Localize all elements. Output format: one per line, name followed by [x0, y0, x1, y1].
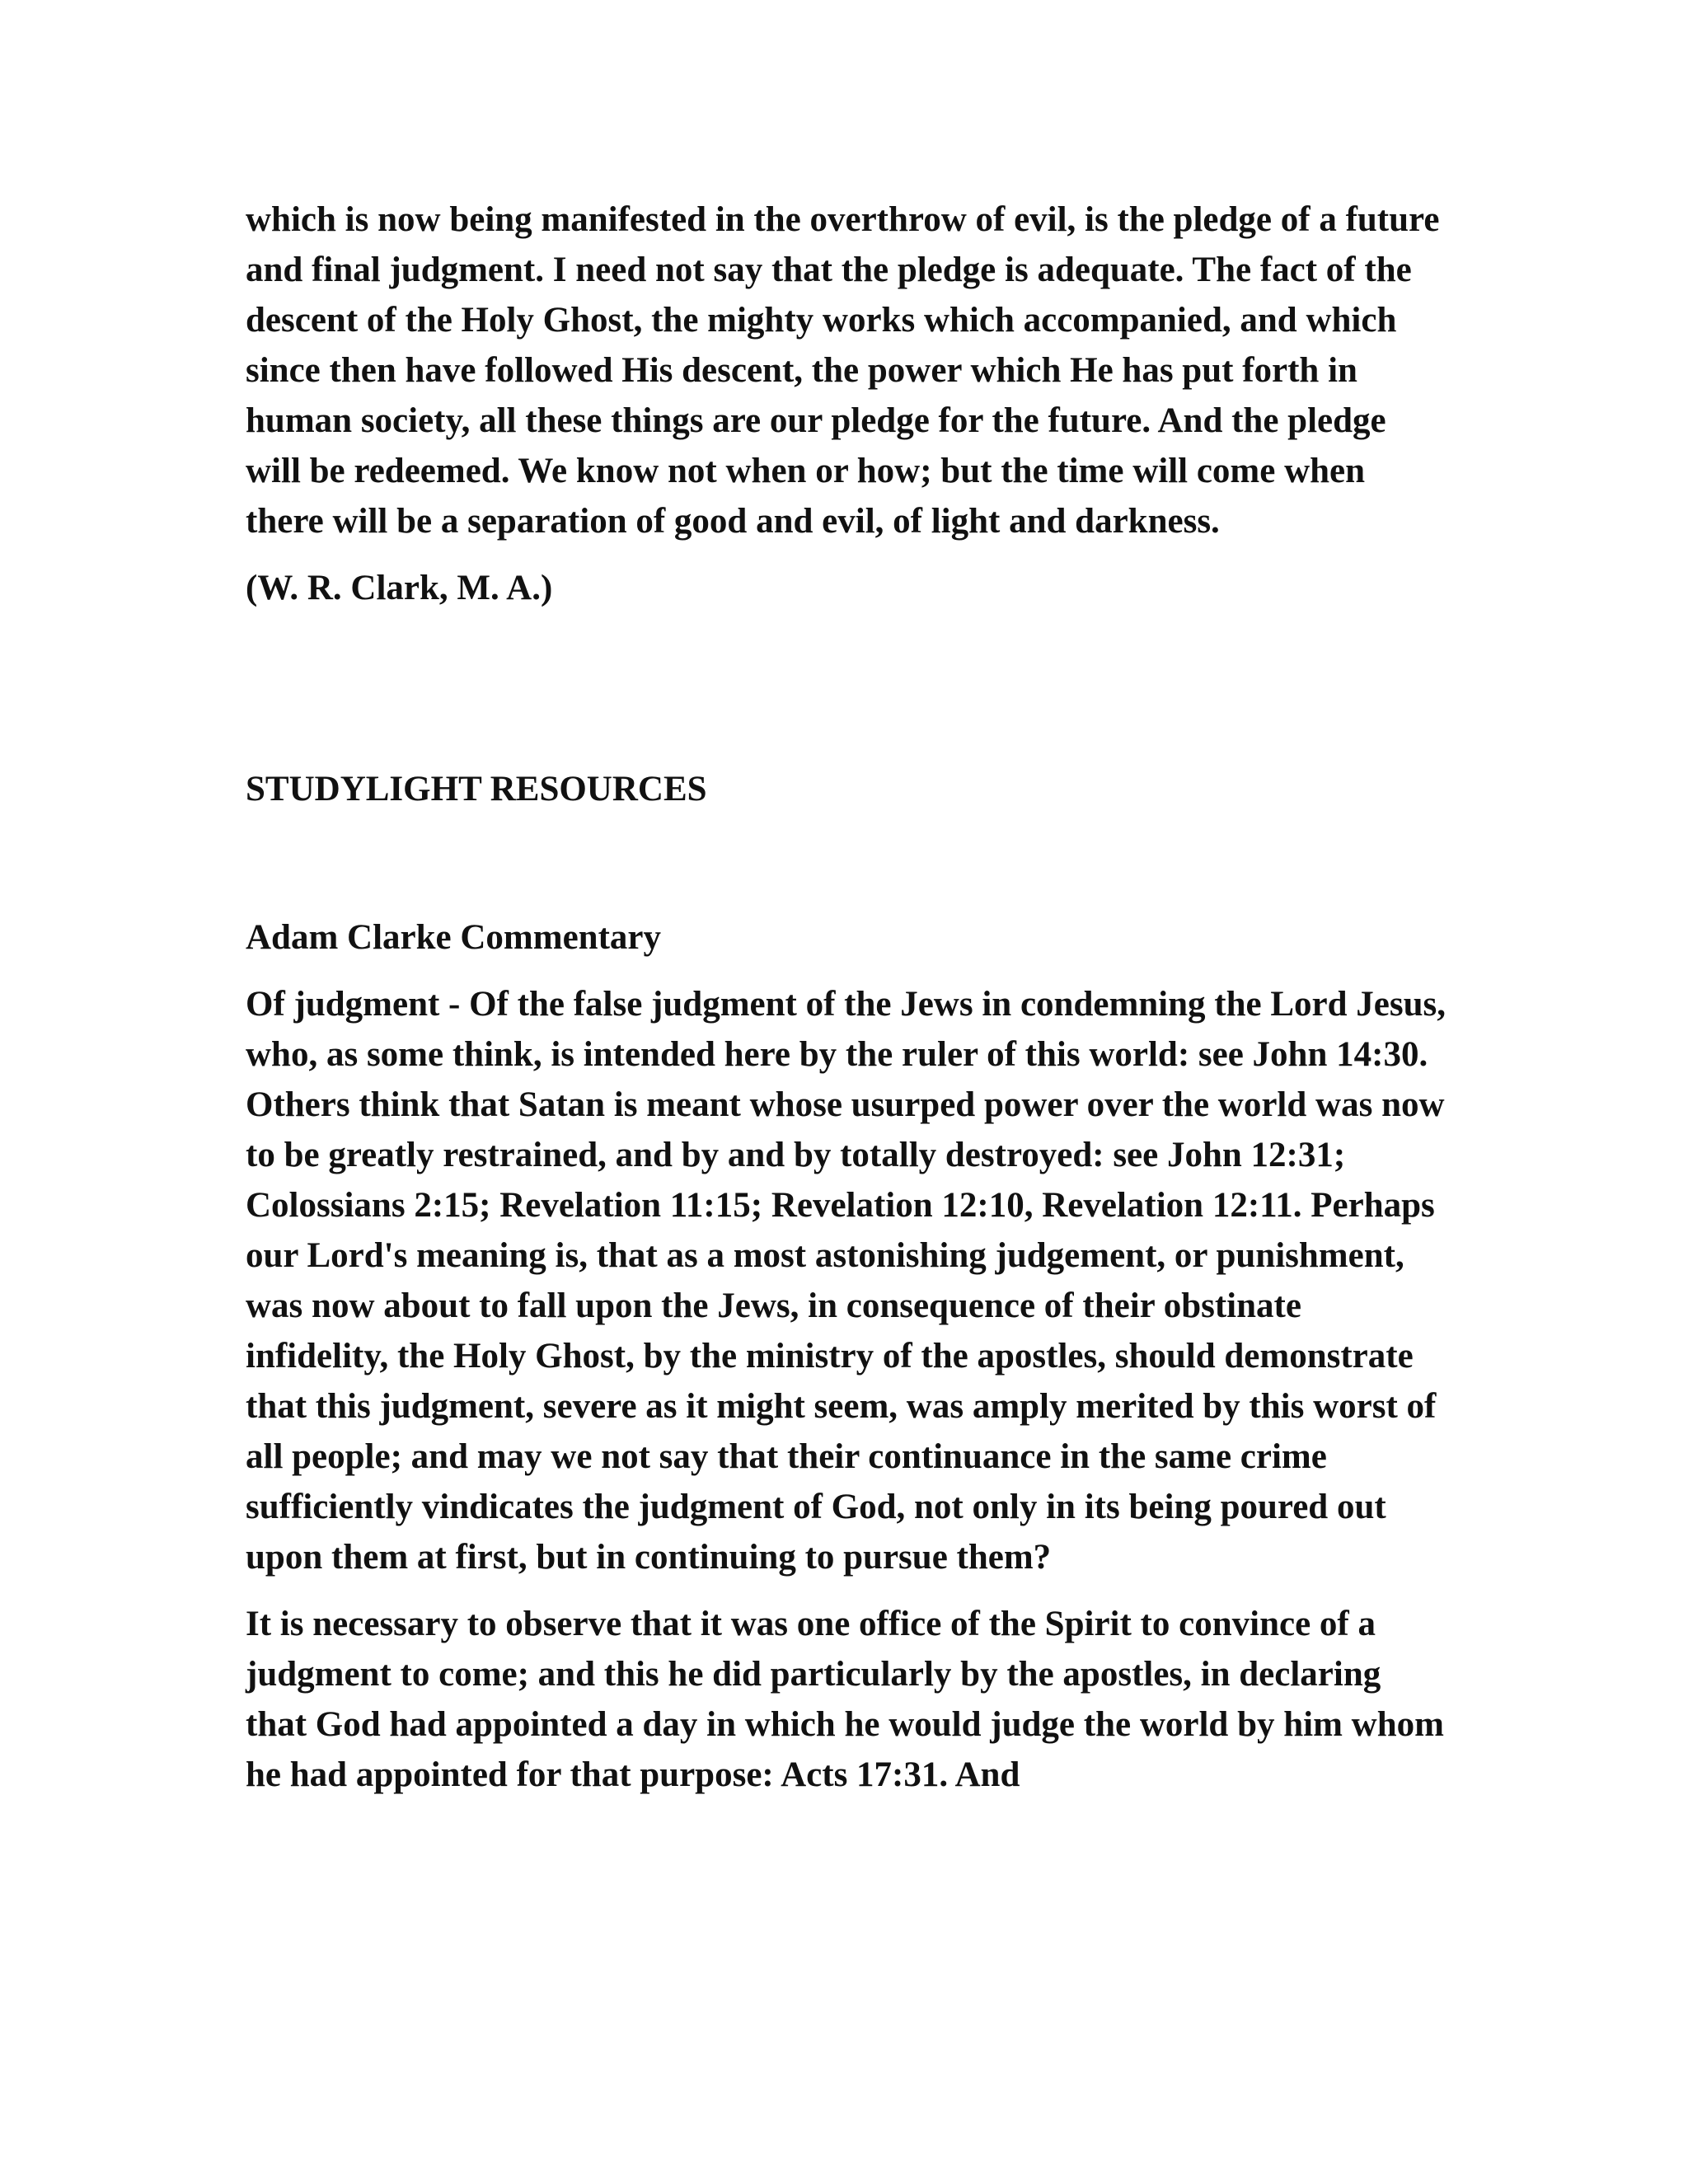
attribution-text: (W. R. Clark, M. A.): [246, 569, 553, 607]
paragraph-text: It is necessary to observe that it was one office of the Spirit to convince of a judgment to come; and this he did particularly by the apostles, in declaring that God had appointed a day in which he would judge the world by him whom he had appointed for that purpose: Acts 17:31. And: [246, 1605, 1444, 1794]
paragraph-text: Of judgment - Of the false judgment of the Jews in condemning the Lord Jesus, who, as some think, is intended here by the ruler of this world: see John 14:30. Others think that Satan is meant whose usurped power over the world was now to be greatly restrained, and by and by totally destroyed: see John 12:31; Colossians 2:15; Revelation 11:15; Revelation 12:10, Revelation 12:11. Perhaps our Lord's meaning is, that as a most astonishing judgement, or punishment, was now about to fall upon the Jews, in consequence of their obstinate infidelity, the Holy Ghost, by the ministry of the apostles, should demonstrate that this judgment, severe as it might seem, was amply merited by this worst of all people; and may we not say that their continuance in the same crime sufficiently vindicates the judgment of God, not only in its being poured out upon them at first, but in continuing to pursue them?: [246, 985, 1447, 1577]
paragraph-text: which is now being manifested in the overthrow of evil, is the pledge of a future and final judgment. I need not say that the pledge is adequate. The fact of the descent of the Holy Ghost, the mighty works which accompanied, and which since then have followed His descent, the power which He has put forth in human society, all these things are our pledge for the future. And the pledge will be redeemed. We know not when or how; but the time will come when there will be a separation of good and evil, of light and darkness.: [246, 200, 1440, 541]
section-heading: STUDYLIGHT RESOURCES: [246, 770, 707, 808]
commentary-title: Adam Clarke Commentary: [246, 918, 661, 957]
document-body: [246, 194, 1449, 1800]
